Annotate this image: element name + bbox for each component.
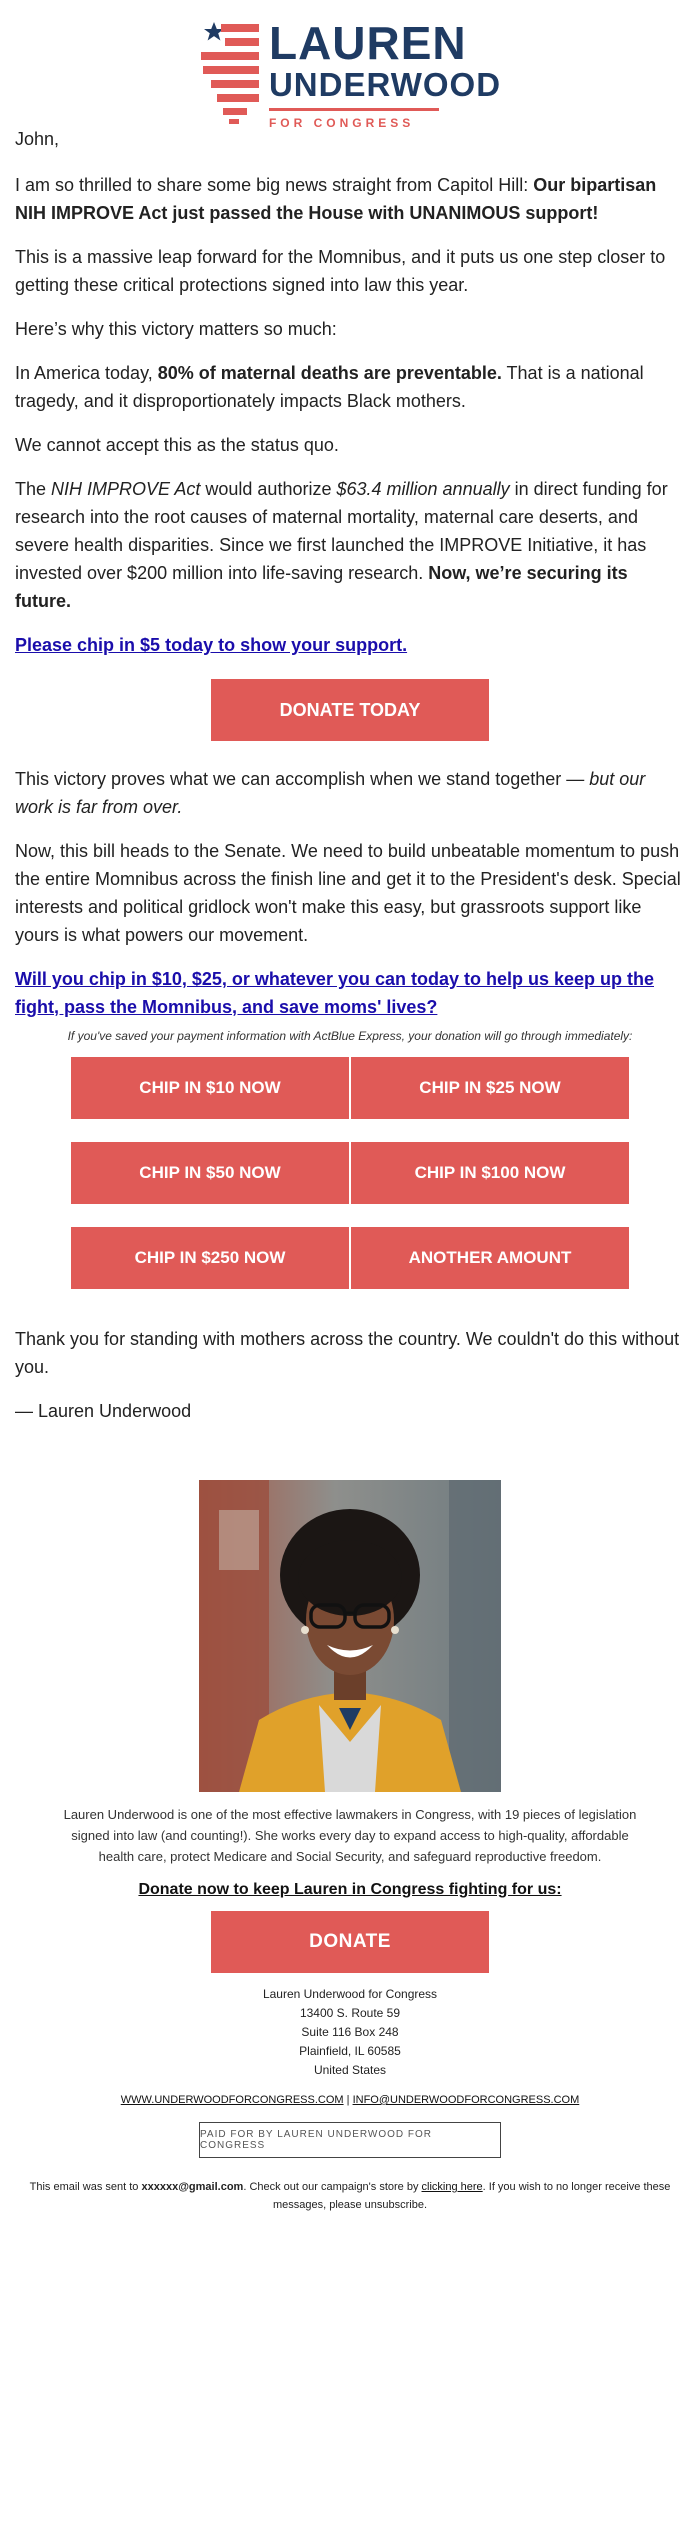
- address-line: Suite 116 Box 248: [301, 2025, 399, 2039]
- mailing-address: [0, 1985, 700, 2080]
- chip-in-50-button[interactable]: CHIP IN $50 NOW: [71, 1142, 349, 1204]
- footer-notice: This email was sent to xxxxxx@gmail.com. Check out our campaign's store by clicking here. If you wish to no longer receive these messages, please unsubscribe.: [29, 2181, 671, 2211]
- address-line: Plainfield, IL 60585: [299, 2044, 401, 2058]
- signature: — Lauren Underwood: [15, 1401, 192, 1421]
- actblue-note: If you've saved your payment information with ActBlue Express, your donation will go through immediately:: [67, 1029, 633, 1043]
- chip-in-5-link[interactable]: Please chip in $5 today to show your support.: [15, 635, 408, 655]
- status-quo-paragraph: We cannot accept this as the status quo.: [15, 435, 339, 455]
- link-separator: |: [343, 2094, 353, 2106]
- chip-in-button-grid: [71, 1057, 629, 1289]
- logo-divider: [269, 108, 439, 111]
- chip-in-any-link[interactable]: Will you chip in $10, $25, or whatever you can today to help us keep up the fight, pass the Momnibus, and save moms' lives?: [15, 969, 654, 1017]
- candidate-photo: [199, 1480, 501, 1792]
- logo-name-first: LAUREN: [268, 17, 467, 69]
- donate-now-heading[interactable]: Donate now to keep Lauren in Congress fighting for us:: [138, 1881, 562, 1898]
- email-header: [0, 0, 700, 130]
- why-paragraph: Here’s why this victory matters so much:: [15, 319, 337, 339]
- chip-in-25-button[interactable]: CHIP IN $25 NOW: [351, 1057, 629, 1119]
- senate-paragraph: Now, this bill heads to the Senate. We need to build unbeatable momentum to push the entire Momnibus across the finish line and get it to the President's desk. Special interests and political gridlock won't make this easy, but grassroots support like yours is what powers our movement.: [15, 841, 681, 945]
- work-not-over: but our work is far from over.: [15, 769, 646, 817]
- address-line: 13400 S. Route 59: [299, 2006, 401, 2020]
- funding-amount: $63.4 million annually: [336, 479, 510, 499]
- candidate-portrait-image: [199, 1480, 501, 1792]
- funding-paragraph: The NIH IMPROVE Act would authorize $63.4 million annually in direct funding for research into the root causes of maternal mortality, maternal care deserts, and severe health disparities. Since we first launched the IMPROVE Initiative, it has invested over $200 million into life-saving research. Now, we’re securing its future.: [15, 479, 668, 611]
- chip-in-100-button[interactable]: CHIP IN $100 NOW: [351, 1142, 629, 1204]
- intro-highlight: Our bipartisan NIH IMPROVE Act just passed the House with UNANIMOUS support!: [15, 175, 657, 223]
- address-line: Lauren Underwood for Congress: [262, 1987, 438, 2001]
- chip-in-250-button[interactable]: CHIP IN $250 NOW: [71, 1227, 349, 1289]
- email-body: [0, 125, 700, 1425]
- another-amount-button[interactable]: ANOTHER AMOUNT: [351, 1227, 629, 1289]
- logo-subtitle: FOR CONGRESS: [268, 116, 415, 130]
- closing-paragraph: Thank you for standing with mothers across the country. We couldn't do this without you.: [15, 1329, 680, 1377]
- act-name: NIH IMPROVE Act: [51, 479, 201, 499]
- campaign-logo: [199, 17, 502, 130]
- chip-in-10-button[interactable]: CHIP IN $10 NOW: [71, 1057, 349, 1119]
- logo-text: [268, 17, 502, 130]
- flag-map-icon: [199, 20, 261, 128]
- donate-today-button[interactable]: DONATE TODAY: [211, 679, 489, 741]
- store-link[interactable]: clicking here: [421, 2181, 483, 2193]
- candidate-bio: Lauren Underwood is one of the most effective lawmakers in Congress, with 19 pieces of legislation signed into law (and counting!). She works every day to expand access to high-quality, affordable health care, protect Medicare and Social Security, and safeguard reproductive freedom.: [63, 1807, 637, 1864]
- momnibus-paragraph: This is a massive leap forward for the Momnibus, and it puts us one step closer to getting these critical protections signed into law this year.: [15, 247, 666, 295]
- address-line: United States: [313, 2063, 387, 2077]
- donate-button[interactable]: DONATE: [211, 1911, 489, 1973]
- website-link[interactable]: WWW.UNDERWOODFORCONGRESS.COM: [120, 2094, 344, 2106]
- email-link[interactable]: INFO@UNDERWOODFORCONGRESS.COM: [352, 2094, 580, 2106]
- greeting: John,: [15, 129, 60, 149]
- footer-links: [0, 2094, 700, 2106]
- statistic-highlight: 80% of maternal deaths are preventable.: [157, 363, 502, 383]
- statistic-paragraph: In America today, 80% of maternal deaths are preventable. That is a national tragedy, and it disproportionately impacts Black mothers.: [15, 363, 644, 411]
- future-highlight: Now, we’re securing its future.: [15, 563, 628, 611]
- logo-name-last: UNDERWOOD: [268, 66, 502, 103]
- victory-paragraph: This victory proves what we can accomplish when we stand together — but our work is far from over.: [15, 769, 646, 817]
- recipient-email: xxxxxx@gmail.com: [141, 2181, 244, 2193]
- intro-paragraph: I am so thrilled to share some big news straight from Capitol Hill: Our bipartisan NIH IMPROVE Act just passed the House with UNANIMOUS support!: [15, 175, 657, 223]
- paid-for-box: [199, 2122, 501, 2158]
- paid-for-text: PAID FOR BY LAUREN UNDERWOOD FOR CONGRESS: [200, 2129, 433, 2151]
